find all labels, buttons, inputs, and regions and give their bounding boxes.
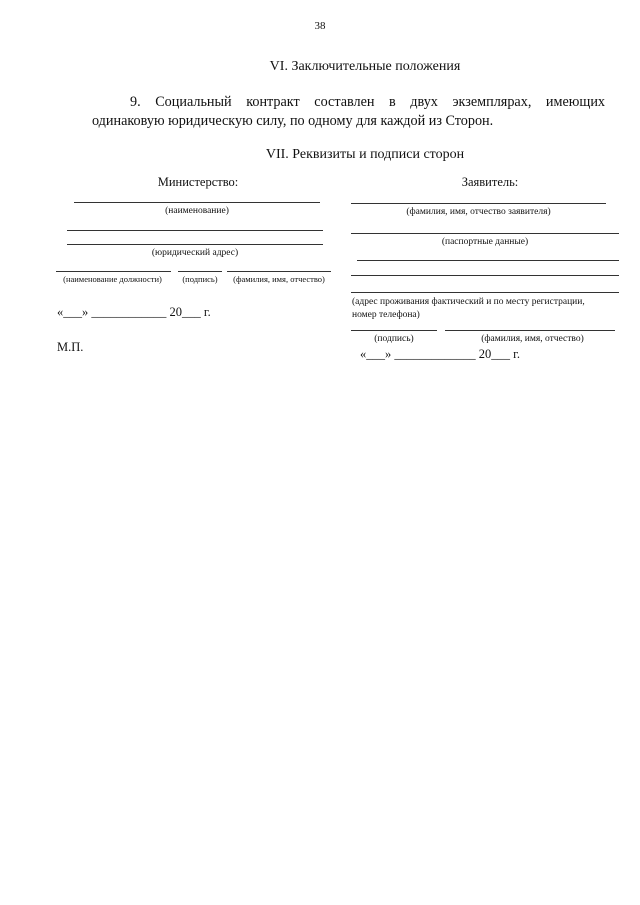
applicant-title: Заявитель:: [461, 175, 519, 189]
ministry-fullname-line: [227, 271, 331, 272]
applicant-address-caption-line-2: номер телефона): [352, 310, 420, 320]
ministry-signature-line: [178, 271, 222, 272]
applicant-fullname-caption: (фамилия, имя, отчество заявителя): [406, 207, 551, 217]
ministry-position-caption: (наименование должности): [63, 274, 162, 284]
paragraph-9-line-1: 9. Социальный контракт составлен в двух экземплярах, имеющих: [130, 94, 605, 110]
ministry-title: Министерство:: [157, 175, 239, 189]
ministry-address-line-2: [67, 244, 323, 245]
paragraph-9-line-2: одинаковую юридическую силу, по одному для каждой из Сторон.: [92, 113, 494, 129]
ministry-signature-caption: (подпись): [182, 274, 218, 284]
applicant-signature-caption: (подпись): [374, 334, 414, 344]
section-7-heading: VII. Реквизиты и подписи сторон: [265, 147, 465, 162]
ministry-position-line: [56, 271, 171, 272]
applicant-fullname-line: [351, 203, 606, 204]
applicant-address-line-3: [351, 292, 619, 293]
applicant-address-caption-line-1: (адрес проживания фактический и по месту регистрации,: [352, 297, 585, 307]
applicant-sign-fullname-caption: (фамилия, имя, отчество): [481, 334, 584, 344]
section-6-heading: VI. Заключительные положения: [269, 59, 461, 74]
applicant-passport-caption: (паспортные данные): [441, 237, 529, 247]
ministry-name-caption: (наименование): [165, 206, 229, 216]
ministry-date: «___» ____________ 20___ г.: [57, 305, 211, 319]
applicant-signature-line: [351, 330, 437, 331]
applicant-date: «___» _____________ 20___ г.: [360, 347, 520, 361]
applicant-address-line-2: [351, 275, 619, 276]
applicant-sign-fullname-line: [445, 330, 615, 331]
ministry-address-line-1: [67, 230, 323, 231]
applicant-address-line-1: [357, 260, 619, 261]
ministry-name-line: [74, 202, 320, 203]
ministry-stamp: М.П.: [57, 340, 84, 354]
ministry-fullname-caption: (фамилия, имя, отчество): [233, 274, 325, 284]
applicant-passport-line: [351, 233, 619, 234]
page-number: 38: [314, 20, 326, 32]
ministry-address-caption: (юридический адрес): [151, 248, 239, 258]
